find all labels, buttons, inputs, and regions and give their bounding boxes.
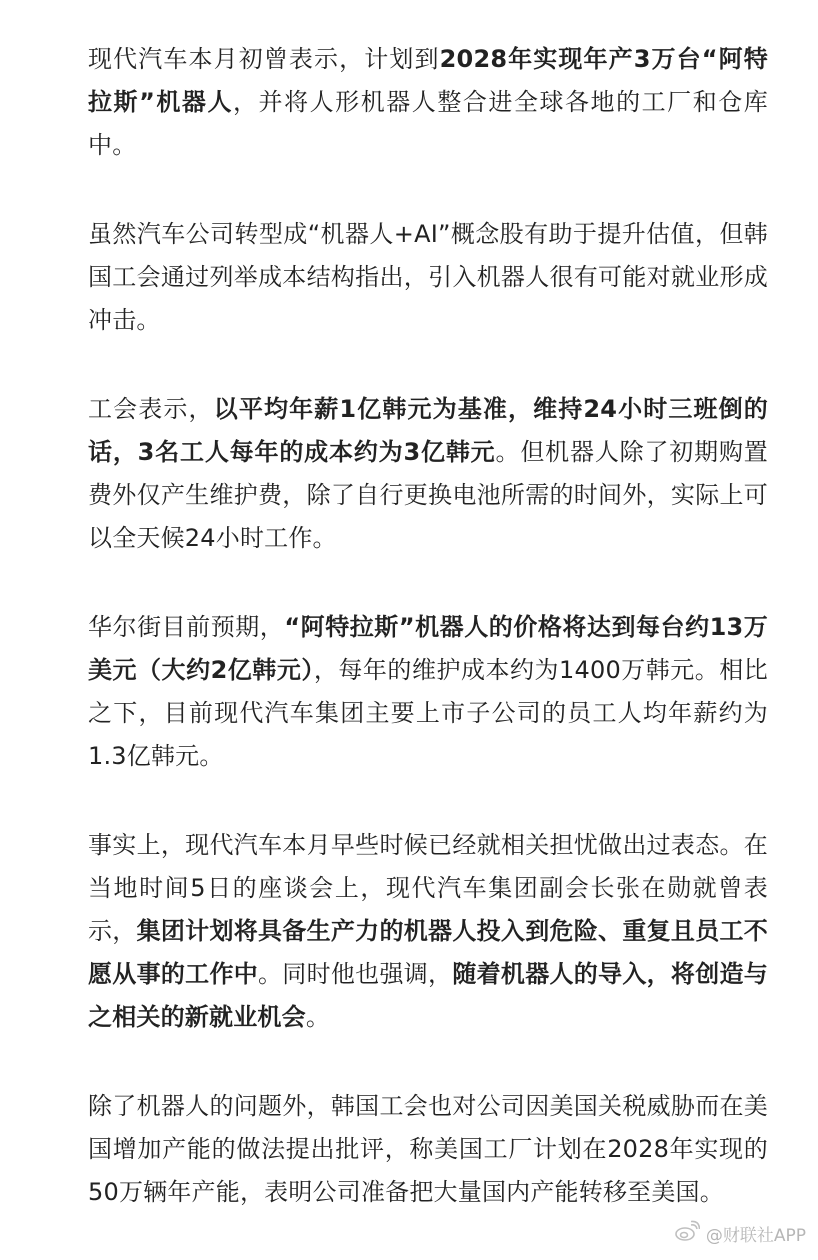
- weibo-logo-icon: [674, 1220, 700, 1247]
- bold-text-segment: 集团计划将具备生产力的机器人投入到危险、重复且员工不愿从事的工作中: [88, 917, 768, 988]
- text-segment: 。: [305, 1003, 331, 1031]
- bold-text-segment: 2028年实现年产3万台“阿特拉斯”机器人: [88, 45, 768, 116]
- watermark: [674, 1220, 806, 1246]
- article-paragraph: [88, 1085, 768, 1214]
- text-segment: ，并将人形机器人整合进全球各地的工厂和仓库中。: [88, 88, 768, 159]
- bold-text-segment: “阿特拉斯”机器人的价格将达到每台约13万美元（大约2亿韩元）: [88, 613, 768, 684]
- bold-text-segment: 随着机器人的导入，将创造与之相关的新就业机会: [88, 960, 768, 1031]
- bold-text-segment: 以平均年薪1亿韩元为基准，维持24小时三班倒的话，3名工人每年的成本约为3亿韩元: [88, 395, 769, 466]
- text-segment: 现代汽车本月初曾表示，计划到: [88, 45, 440, 73]
- text-segment: 华尔街目前预期，: [88, 613, 285, 641]
- text-segment: 虽然汽车公司转型成“机器人+AI”概念股有助于提升估值，但韩国工会通过列举成本结构指出，引入机器人很有可能对就业形成冲击。: [88, 220, 768, 334]
- text-segment: ，每年的维护成本约为1400万韩元。相比之下，目前现代汽车集团主要上市子公司的员工人均年薪约为1.3亿韩元。: [88, 656, 769, 770]
- text-segment: 除了机器人的问题外，韩国工会也对公司因美国关税威胁而在美国增加产能的做法提出批评，称美国工厂计划在2028年实现的50万辆年产能，表明公司准备把大量国内产能转移至美国。: [88, 1092, 768, 1206]
- text-segment: 。但机器人除了初期购置费外仅产生维护费，除了自行更换电池所需的时间外，实际上可以全天候24小时工作。: [88, 438, 768, 552]
- watermark-text: @财联社APP: [705, 1225, 806, 1246]
- article-paragraph: [88, 606, 768, 778]
- article-paragraph: [88, 824, 768, 1039]
- article-paragraph: [88, 38, 768, 167]
- article-body: [88, 38, 768, 1260]
- text-segment: 事实上，现代汽车本月早些时候已经就相关担忧做出过表态。在当地时间5日的座谈会上，现代汽车集团副会长张在勋就曾表示，: [88, 831, 768, 945]
- text-segment: 工会表示，: [88, 395, 214, 423]
- text-segment: 。同时他也强调，: [258, 960, 453, 988]
- article-paragraph: [88, 213, 768, 342]
- article-paragraph: [88, 388, 768, 560]
